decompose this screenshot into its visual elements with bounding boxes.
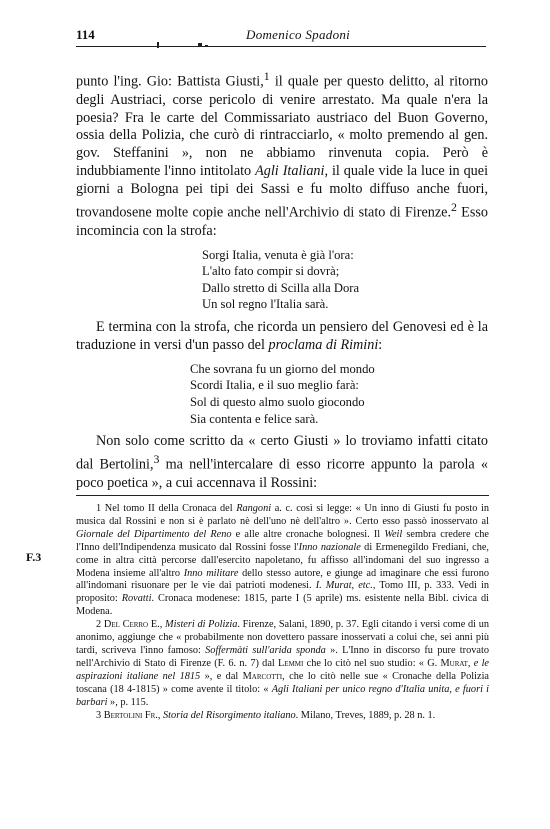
verse-stanza-2	[190, 361, 488, 427]
print-speck	[198, 43, 202, 46]
paragraph-1: punto l'ing. Gio: Battista Giusti,$^1$ il quale per questo delitto, al ritorno degli Austriaci, corse pericolo di venire arrestato. Ma quale n'era la poesia? Fra le carte del Commissariato austriaco del Buon Governo, ossia della Polizia, che curò di rintracciarlo, « molto premendo al gen. gov. Steffanini », non ne abbiamo rinvenuta copia. Però è indubbiamente l'inno intitolato Agli Italiani, il quale vide la luce in quei giorni a Bologna pei tipi dei Sassi e fu molto diffuso anche fuori, trovandosene molte copie anche nell'Archivio di stato di Firenze.$^2$ Esso incomincia con la strofa:	[76, 69, 489, 239]
footnote-ref: 1	[263, 69, 270, 83]
footnote-rule	[76, 495, 489, 496]
verse-line: Un sol regno l'Italia sarà.	[202, 297, 329, 312]
verse-line: L'alto fato compir si dovrà;	[202, 264, 340, 279]
page-number: 114	[76, 27, 95, 42]
verse-line: Che sovrana fu un giorno del mondo	[190, 361, 375, 376]
paragraph-2: E termina con la strofa, che ricorda un pensiero del Genovesi ed è la traduzione in versi d'un passo del proclama di Rimini:	[76, 319, 488, 353]
verse-stanza-1	[202, 247, 488, 313]
verse-line: Sorgi Italia, venuta è già l'ora:	[202, 247, 354, 262]
margin-mark: F.3	[26, 550, 42, 564]
main-text	[76, 68, 488, 493]
running-title: Domenico Spadoni	[246, 27, 351, 42]
footnote-2: 2 Del Cerro E., Misteri di Polizia. Firenze, Salani, 1890, p. 37. Egli citando i versi come di un anonimo, aggiunge che « probabilmente non dovettero passare inosservati a colui che, sei anni più tardi, scriveva l'inno famoso: Soffermàti sull'arida sponda ». L'Inno in discorso fu pure trovato nell'Archivio di Stato di Firenze (F. 6. n. 7) dal Lemmi che lo citò nel suo studio: « G. Murat, e le aspirazioni italiane nel 1815 », e dal Marcotti, che lo citò nelle sue « Cronache della Polizia toscana (18 4-1815) » come avente il titolo: « Agli Italiani per unico regno d'Italia unita, e fuori i barbari », p. 115.	[76, 619, 490, 708]
paragraph-3: Non solo come scritto da « certo Giusti » lo troviamo infatti citato dal Bertolini,$^3$ ma nell'intercalare di esso ricorre appunto la parola « poco poetica », a cui accennava il Rossini:	[76, 433, 488, 491]
verse-line: Sia contenta e felice sarà.	[190, 411, 319, 426]
page-header	[76, 27, 486, 45]
footnote-ref: 2	[451, 200, 457, 215]
verse-line: Sol di questo almo suolo giocondo	[190, 395, 365, 409]
verse-line: Dallo stretto di Scilla alla Dora	[202, 280, 360, 295]
footnote-ref: 3	[153, 452, 160, 467]
footnote-3: 3 Bertolini Fr., Storia del Risorgimento italiano. Milano, Treves, 1889, p. 28 n. 1.	[96, 709, 436, 721]
footnote-1: 1 Nel tomo II della Cronaca del Rangoni a. c. così si legge: « Un inno di Giusti fu posto in musica dal Rossini e non si è parlato nè dell'uno nè dell'altro ». Certo esso passò inosservato al Giornale del Dipartimento del Reno e alle altre cronache bolognesi. Il Weil sembra credere che l'Inno dell'Indipendenza musicato dal Rossini fosse l'Inno nazionale di Ermenegildo Frediani, che, come in altra città percorse dall'esercito napoletano, fu affisso all'indomani del suo ingresso a Modena insieme all'altro Inno militare dello stesso autore, e giunge ad imaginare che essi furono all'indomani risuonare per le vie dai patrioti modenesi. I. Murat, etc., Tomo III, p. 333. Vedi in proposito: Rovatti. Cronaca modenese: 1815, parte I (5 aprile) ms. esistente nella Bibl. civica di Modena.	[76, 503, 490, 618]
print-speck	[157, 42, 159, 48]
verse-line: Scordi Italia, e il suo meglio farà:	[190, 378, 359, 393]
header-rule	[76, 46, 486, 47]
print-speck	[205, 45, 208, 47]
footnotes	[76, 503, 489, 722]
